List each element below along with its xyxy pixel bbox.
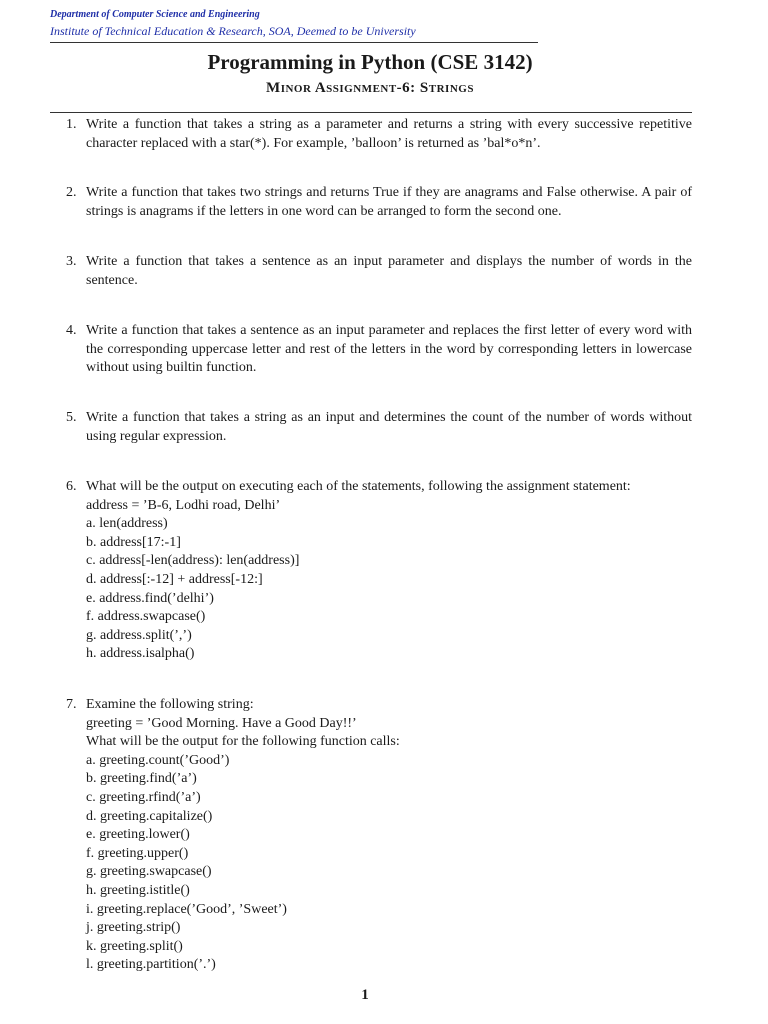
question-number: 1. xyxy=(66,117,77,132)
question-5 xyxy=(66,409,692,446)
sub-item: f. address.swapcase() xyxy=(86,609,206,625)
sub-item: d. address[:-12] + address[-12:] xyxy=(86,571,263,587)
sub-item: f. greeting.upper() xyxy=(86,845,189,861)
sub-item: a. len(address) xyxy=(86,516,168,532)
question-number: 5. xyxy=(66,410,77,425)
department-name: Department of Computer Science and Engineering xyxy=(50,9,260,20)
sub-item: h. greeting.istitle() xyxy=(86,882,190,898)
question-text: Write a function that takes a string as an input and determines the count of the number of words without using regular expression. xyxy=(86,410,692,444)
question-stem: What will be the output on executing each of the statements, following the assignment statement: xyxy=(86,479,631,494)
sub-item: k. greeting.split() xyxy=(86,938,183,954)
title-divider xyxy=(50,112,692,113)
sub-item: i. greeting.replace(’Good’, ’Sweet’) xyxy=(86,901,287,917)
question-number: 2. xyxy=(66,185,77,200)
question-2 xyxy=(66,184,692,221)
question-text: Write a function that takes a string as a parameter and returns a string with every successive repetitive character replaced with a star(*). For example, ’balloon’ is returned as ’bal*o*n’. xyxy=(86,117,692,151)
question-4 xyxy=(66,322,692,378)
sub-item: b. greeting.find(’a’) xyxy=(86,771,197,787)
question-number: 4. xyxy=(66,323,77,338)
sub-item: g. address.split(’,’) xyxy=(86,627,192,643)
sub-item: b. address[17:-1] xyxy=(86,534,181,550)
document-title: Programming in Python (CSE 3142) xyxy=(207,50,533,74)
document-subtitle: Minor Assignment-6: Strings xyxy=(266,80,474,96)
header-divider xyxy=(50,42,538,43)
sub-item: d. greeting.capitalize() xyxy=(86,808,213,824)
sub-item: a. greeting.count(’Good’) xyxy=(86,752,230,768)
code-statement: address = ’B-6, Lodhi road, Delhi’ xyxy=(86,497,281,513)
sub-item: e. address.find(’delhi’) xyxy=(86,590,214,606)
question-stem: What will be the output for the following function calls: xyxy=(86,734,400,750)
code-statement: greeting = ’Good Morning. Have a Good Day!!’ xyxy=(86,715,357,731)
question-7 xyxy=(66,696,692,975)
question-text: Write a function that takes two strings and returns True if they are anagrams and False otherwise. A pair of strings is anagrams if the letters in one word can be arranged to form the second one. xyxy=(86,185,692,219)
sub-item: l. greeting.partition(’.’) xyxy=(86,957,216,973)
sub-item: c. greeting.rfind(’a’) xyxy=(86,789,201,805)
question-6 xyxy=(66,478,692,664)
page-number: 1 xyxy=(361,987,369,1003)
sub-item: h. address.isalpha() xyxy=(86,646,195,662)
page-header xyxy=(50,8,538,39)
question-number: 6. xyxy=(66,479,77,494)
sub-item: e. greeting.lower() xyxy=(86,827,190,843)
question-1 xyxy=(66,116,692,153)
question-3 xyxy=(66,253,692,290)
sub-item: g. greeting.swapcase() xyxy=(86,864,212,880)
sub-item: j. greeting.strip() xyxy=(86,920,181,936)
question-text: Write a function that takes a sentence as an input parameter and replaces the first letter of every word with the corresponding uppercase letter and rest of the letters in the word by corresponding letters in lowercase without using builtin function. xyxy=(86,323,692,376)
sub-item: c. address[-len(address): len(address)] xyxy=(86,553,300,569)
question-text: Write a function that takes a sentence as an input parameter and displays the number of words in the sentence. xyxy=(86,254,692,288)
question-number: 3. xyxy=(66,254,77,269)
question-number: 7. xyxy=(66,697,77,712)
institute-name: Institute of Technical Education & Research, SOA, Deemed to be University xyxy=(50,24,416,38)
question-stem: Examine the following string: xyxy=(86,697,254,712)
